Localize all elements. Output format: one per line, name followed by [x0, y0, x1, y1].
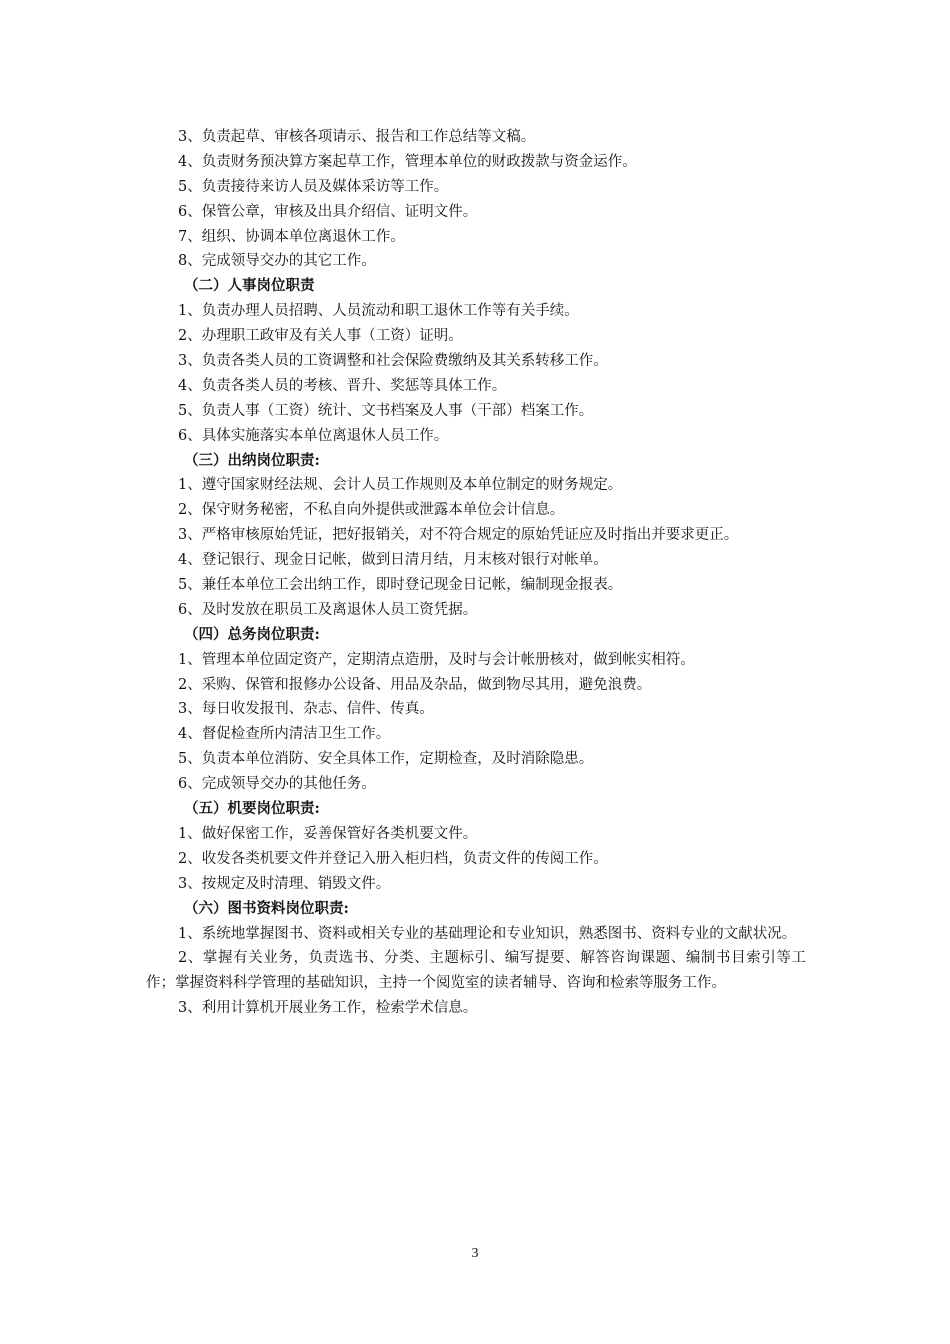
list-item: 3、负责各类人员的工资调整和社会保险费缴纳及其关系转移工作。 — [178, 353, 608, 370]
list-item: 5、负责本单位消防、安全具体工作，定期检查，及时消除隐患。 — [178, 751, 594, 768]
list-item: 3、按规定及时清理、销毁文件。 — [178, 875, 391, 892]
list-item: 1、管理本单位固定资产，定期清点造册，及时与会计帐册核对，做到帐实相符。 — [178, 651, 695, 668]
list-item: 1、遵守国家财经法规、会计人员工作规则及本单位制定的财务规定。 — [178, 477, 623, 494]
list-item: 4、登记银行、现金日记帐，做到日清月结，月末核对银行对帐单。 — [178, 552, 608, 569]
list-item: 4、负责财务预决算方案起草工作，管理本单位的财政拨款与资金运作。 — [178, 153, 637, 170]
list-item: 2、办理职工政审及有关人事（工资）证明。 — [178, 328, 463, 345]
section-heading: （三）出纳岗位职责: — [184, 451, 320, 469]
section-cashier — [146, 449, 806, 623]
list-item: 8、完成领导交办的其它工作。 — [178, 253, 376, 270]
paragraph: 3、利用计算机开展业务工作，检索学术信息。 — [178, 1000, 478, 1017]
list-item: 3、负责起草、审核各项请示、报告和工作总结等文稿。 — [178, 129, 536, 145]
list-item: 7、组织、协调本单位离退休工作。 — [178, 228, 405, 245]
paragraph: 2、掌握有关业务，负责选书、分类、主题标引、编写提要、解答咨询课题、编制书目索引等工作；掌握资料科学管理的基础知识，主持一个阅览室的读者辅导、咨询和检索等服务工作。 — [146, 950, 806, 992]
list-item: 3、严格审核原始凭证，把好报销关，对不符合规定的原始凭证应及时指出并要求更正。 — [178, 527, 739, 544]
list-item: 2、采购、保管和报修办公设备、用品及杂品，做到物尽其用，避免浪费。 — [178, 676, 652, 693]
list-item: 5、负责人事（工资）统计、文书档案及人事（干部）档案工作。 — [178, 402, 594, 419]
list-item: 4、负责各类人员的考核、晋升、奖惩等具体工作。 — [178, 377, 507, 394]
list-item: 6、完成领导交办的其他任务。 — [178, 776, 376, 793]
list-item: 1、负责办理人员招聘、人员流动和职工退休工作等有关手续。 — [178, 303, 579, 320]
section-heading: （五）机要岗位职责: — [184, 800, 320, 818]
document-body — [146, 125, 806, 1021]
list-item: 3、每日收发报刊、杂志、信件、传真。 — [178, 701, 434, 718]
intro-list — [146, 125, 806, 274]
section-general-affairs — [146, 623, 806, 797]
list-item: 4、督促检查所内清洁卫生工作。 — [178, 726, 391, 743]
list-item: 6、保管公章，审核及出具介绍信、证明文件。 — [178, 203, 478, 220]
paragraph: 1、系统地掌握图书、资料或相关专业的基础理论和专业知识，熟悉图书、资料专业的文献状况。 — [178, 925, 797, 942]
page-number: 3 — [471, 1246, 479, 1261]
list-item: 5、兼任本单位工会出纳工作，即时登记现金日记帐，编制现金报表。 — [178, 577, 623, 594]
section-confidential — [146, 797, 806, 897]
list-item: 5、负责接待来访人员及媒体采访等工作。 — [178, 178, 449, 195]
list-item: 6、及时发放在职员工及离退休人员工资凭据。 — [178, 601, 478, 618]
list-item: 6、具体实施落实本单位离退休人员工作。 — [178, 427, 449, 444]
section-library — [146, 897, 806, 1022]
section-heading: （二）人事岗位职责 — [184, 277, 315, 295]
list-item: 1、做好保密工作，妥善保管好各类机要文件。 — [178, 825, 478, 842]
section-heading: （六）图书资料岗位职责: — [184, 899, 349, 917]
list-item: 2、保守财务秘密，不私自向外提供或泄露本单位会计信息。 — [178, 502, 565, 519]
section-personnel — [146, 274, 806, 448]
list-item: 2、收发各类机要文件并登记入册入柜归档，负责文件的传阅工作。 — [178, 850, 608, 867]
section-heading: （四）总务岗位职责: — [184, 625, 320, 643]
